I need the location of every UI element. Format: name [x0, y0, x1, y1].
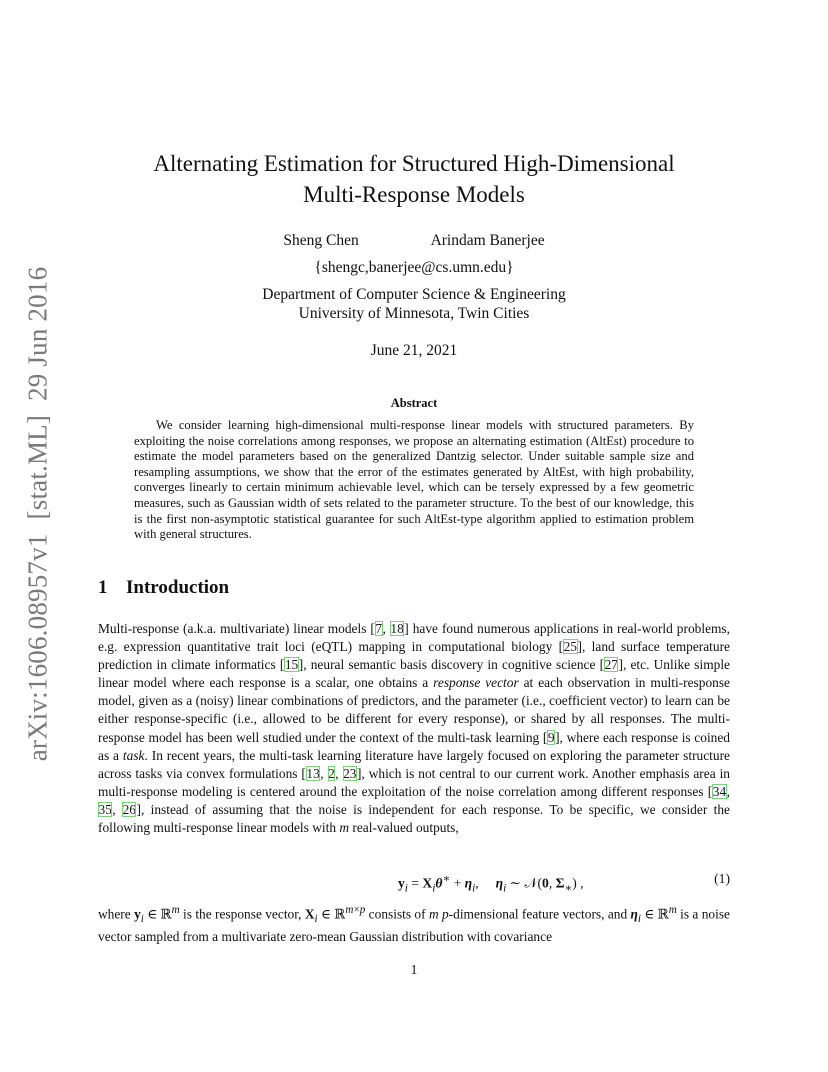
- title-line-2: Multi-Response Models: [303, 182, 525, 207]
- citation-link[interactable]: 34: [712, 783, 727, 799]
- section-number: 1: [98, 577, 108, 598]
- author-2: Arindam Banerjee: [430, 232, 545, 249]
- equation-1: [98, 871, 730, 895]
- citation-link[interactable]: 2: [328, 765, 335, 781]
- paper-date: June 21, 2021: [370, 342, 458, 359]
- intro-paragraph: Multi-response (a.k.a. multivariate) linear models [7, 18] have found numerous applications in real-world problems, e.g. expression quantitative trait loci (eQTL) mapping in computational biology [25], land surface temperature prediction in climate informatics [15], neural semantic basis discovery in cognitive science [27], etc. Unlike simple linear model where each response is a scalar, one obtains a response vector at each observation in multi-response model, given as a (noisy) linear combinations of predictors, and the parameter (i.e., coefficient vector) to learn can be either response-specific (i.e., allowed to be different for every response), or shared by all responses. The multi-response model has been well studied under the context of the multi-task learning [9], where each response is coined as a task. In recent years, the multi-task learning literature have largely focused on exploring the parameter structure across tasks via convex formulations [13, 2, 23], which is not central to our current work. Another emphasis area in multi-response modeling is centered around the exploitation of the noise correlation among different responses [34, 35, 26], instead of assuming that the noise is independent for each response. To be specific, we consider the following multi-response linear models with m real-valued outputs,: [98, 621, 731, 836]
- citation-link[interactable]: 23: [343, 765, 357, 781]
- title-line-1: Alternating Estimation for Structured High-Dimensional: [153, 151, 675, 176]
- affiliation-department: Department of Computer Science & Engineering: [262, 286, 566, 303]
- citation-link[interactable]: 13: [306, 765, 320, 781]
- citation-link[interactable]: 15: [284, 657, 299, 673]
- arxiv-category: [stat.ML]: [22, 414, 53, 520]
- arxiv-date: 29 Jun 2016: [22, 266, 53, 401]
- math-symbol: m: [339, 820, 350, 836]
- arxiv-id: arXiv:1606.08957v1: [22, 533, 53, 762]
- citation-link[interactable]: 9: [547, 729, 555, 745]
- post-equation-paragraph: where $y_i$ ∈ ℝ$^m$ is the response vector, $X_i$ ∈ ℝ$^{m\times p}$ consists of m p-dimensional feature vectors, and $\eta_i$ ∈ ℝ$^m$ is a noise vector sampled from a multivariate zero-mean Gaussian distribution with covariance: [98, 904, 730, 945]
- citation-link[interactable]: 26: [122, 801, 136, 817]
- equation-expression: $y_i = X_i\theta^∗ + \eta_i$, $\eta_i$ ∼ 𝒩(0, $\Sigma_∗$) ,: [398, 873, 584, 895]
- affiliation: [0, 285, 828, 323]
- author-list: [0, 232, 828, 250]
- abstract-heading: Abstract: [390, 396, 438, 410]
- page-number: 1: [410, 962, 418, 977]
- citation-link[interactable]: 35: [98, 801, 112, 817]
- equation-number: (1): [714, 871, 730, 886]
- math-symbol: m p: [428, 906, 449, 922]
- section-heading: [98, 577, 229, 599]
- abstract-body: We consider learning high-dimensional multi-response linear models with structured parameters. By exploiting the noise correlations among responses, we propose an alternating estimation (AltEst) procedure to estimate the model parameters based on the generalized Dantzig selector. Under suitable sample size and resampling assumptions, we show that the error of the estimates generated by AltEst, with high probability, converges linearly to certain minimum achievable level, which can be tersely expressed by a few geometric measures, such as Gaussian width of sets related to the parameter structure. To the best of our knowledge, this is the first non-asymptotic statistical guarantee for such AltEst-type algorithm applied to estimation problem with general structures.: [134, 418, 694, 542]
- affiliation-university: University of Minnesota, Twin Cities: [298, 305, 530, 322]
- arxiv-identifier-stamp: [23, 267, 54, 762]
- citation-link[interactable]: 18: [390, 621, 404, 636]
- citation-link[interactable]: 27: [604, 657, 618, 673]
- author-email: {shengc,banerjee@cs.umn.edu}: [314, 259, 514, 276]
- section-title: Introduction: [126, 577, 230, 598]
- emphasis-text: task: [122, 747, 145, 763]
- citation-link[interactable]: 25: [563, 639, 577, 655]
- citation-link[interactable]: 7: [375, 621, 383, 636]
- author-1: Sheng Chen: [283, 232, 359, 249]
- emphasis-text: response vector: [433, 675, 519, 691]
- paper-title: [100, 148, 728, 210]
